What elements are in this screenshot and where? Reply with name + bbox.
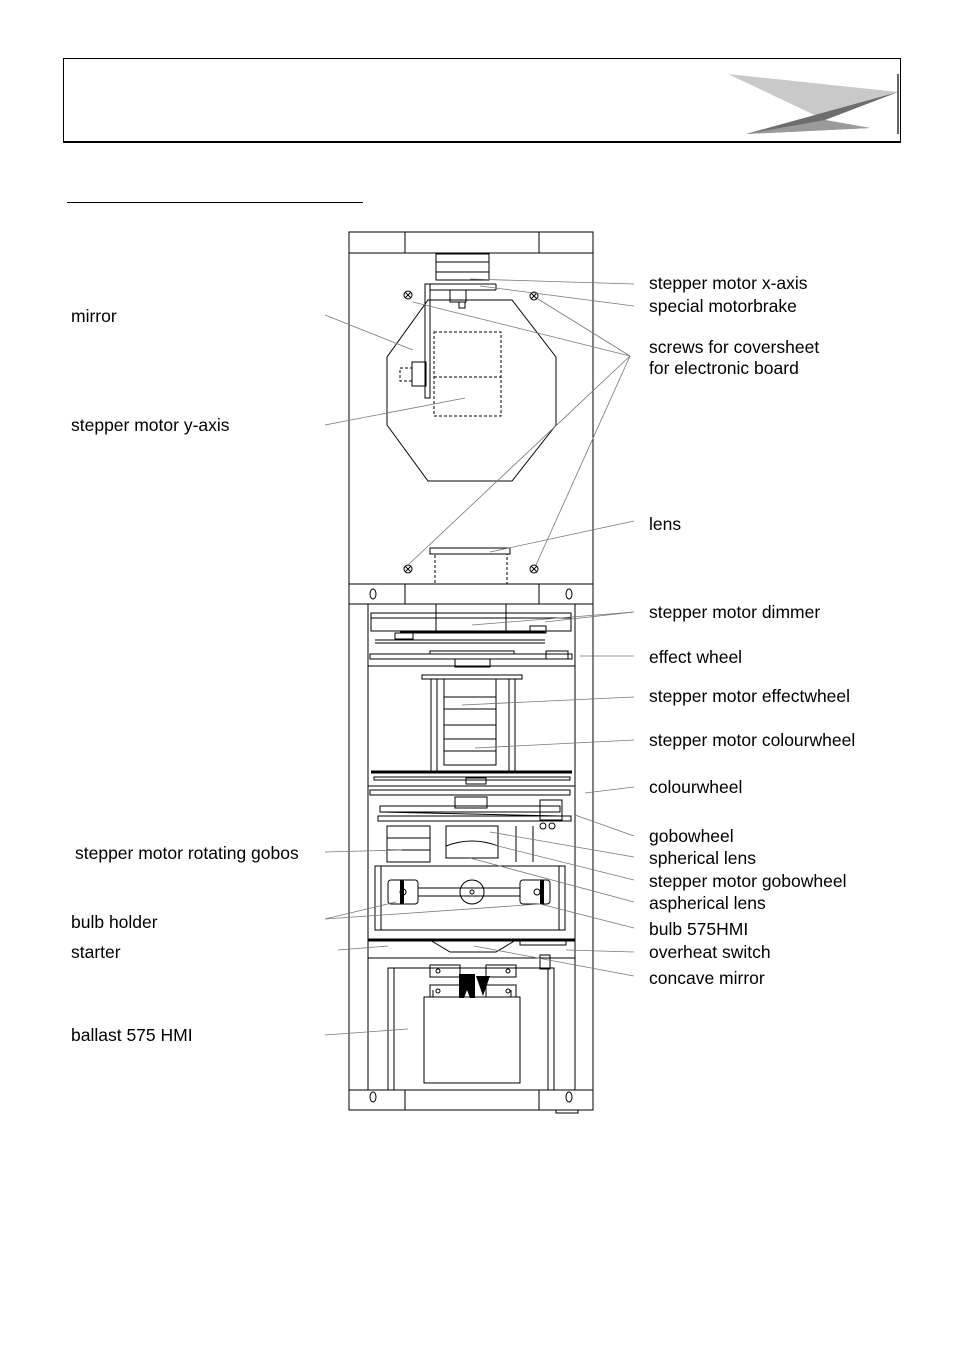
label-gobowheel: gobowheel <box>649 826 734 846</box>
label-stepper-motor-effectwheel: stepper motor effectwheel <box>649 686 851 706</box>
label-colourwheel: colourwheel <box>649 777 743 797</box>
label-bulb-575hmi: bulb 575HMI <box>649 919 749 939</box>
label-mirror: mirror <box>71 306 117 326</box>
label-effect-wheel: effect wheel <box>649 647 743 667</box>
label-starter: starter <box>71 942 121 962</box>
label-lens: lens <box>649 514 682 534</box>
label-ballast: ballast 575 HMI <box>71 1025 193 1045</box>
label-stepper-motor-rotating-gobos: stepper motor rotating gobos <box>75 843 299 863</box>
label-stepper-motor-x-axis: stepper motor x-axis <box>649 273 808 293</box>
label-stepper-motor-dimmer: stepper motor dimmer <box>649 602 821 622</box>
label-screws-for-electronic-board: for electronic board <box>649 358 799 378</box>
label-stepper-motor-colourwheel: stepper motor colourwheel <box>649 730 856 750</box>
label-concave-mirror: concave mirror <box>649 968 765 988</box>
label-bulb-holder: bulb holder <box>71 912 158 932</box>
label-special-motorbrake: special motorbrake <box>649 296 797 316</box>
label-overheat-switch: overheat switch <box>649 942 771 962</box>
label-stepper-motor-gobowheel: stepper motor gobowheel <box>649 871 847 891</box>
label-aspherical-lens: aspherical lens <box>649 893 766 913</box>
label-screws-for-coversheet: screws for coversheet <box>649 337 820 357</box>
label-stepper-motor-y-axis: stepper motor y-axis <box>71 415 230 435</box>
label-spherical-lens: spherical lens <box>649 848 756 868</box>
